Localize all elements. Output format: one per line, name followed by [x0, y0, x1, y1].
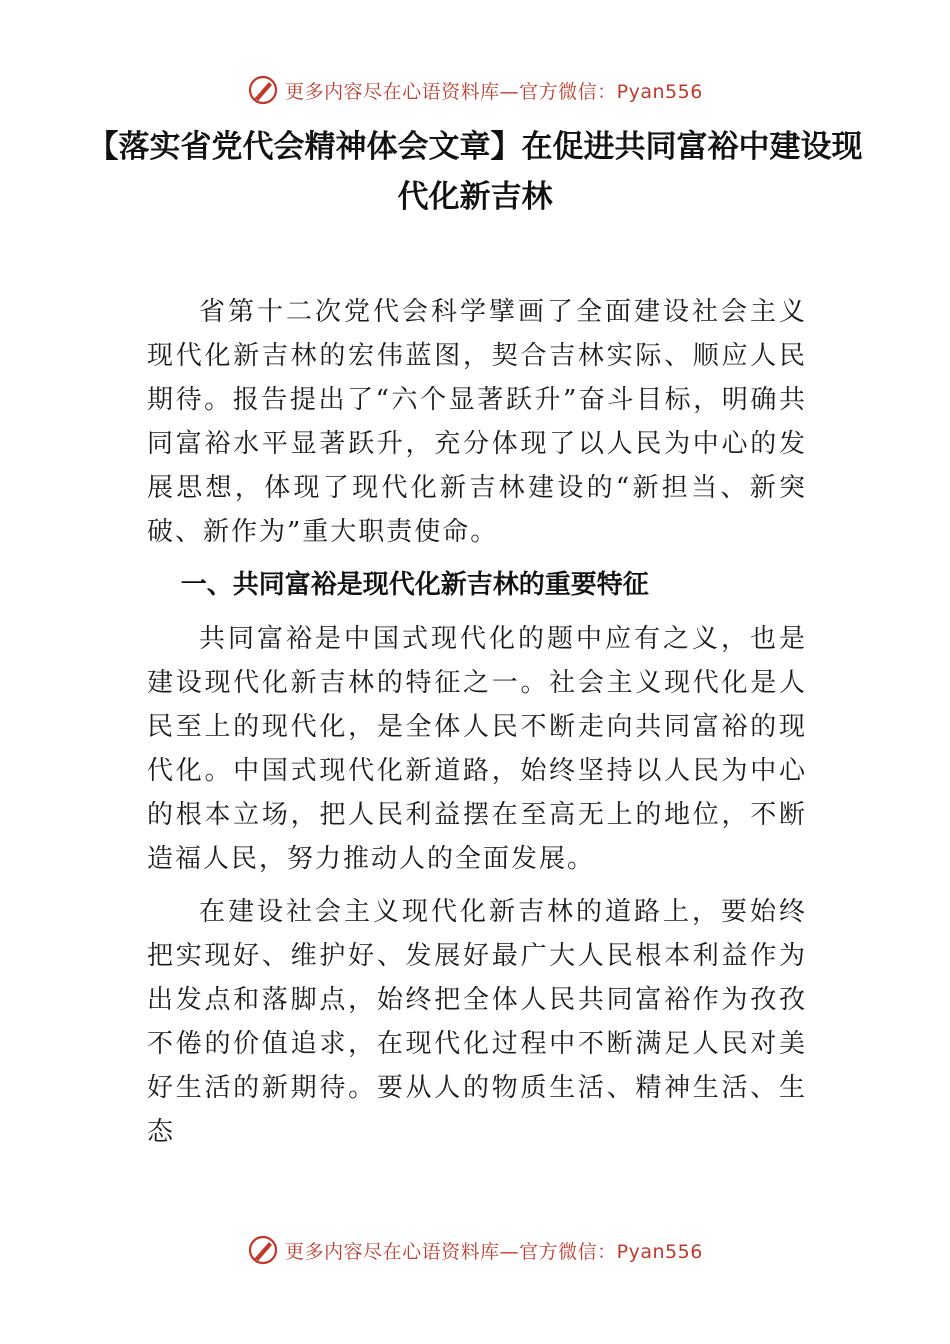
intro-paragraph: 省第十二次党代会科学擘画了全面建设社会主义现代化新吉林的宏伟蓝图，契合吉林实际、顺应人民期待。报告提出了“六个显著跃升”奋斗目标，明确共同富裕水平显著跃升，充分体现了以人民为中心的发展思想，体现了现代化新吉林建设的“新担当、新突破、新作为”重大职责使命。: [147, 297, 807, 547]
document-title: 【落实省党代会精神体会文章】在促进共同富裕中建设现代化新吉林: [87, 129, 863, 215]
header-watermark: [0, 72, 950, 108]
watermark-text: 更多内容尽在心语资料库—官方微信：Pyan556: [285, 1240, 703, 1263]
section-heading: 一、共同富裕是现代化新吉林的重要特征: [180, 570, 649, 600]
footer-watermark: [0, 1232, 950, 1268]
pen-logo-icon: [247, 1234, 279, 1266]
document-body: [147, 290, 807, 1163]
section-paragraph: 在建设社会主义现代化新吉林的道路上，要始终把实现好、维护好、发展好最广大人民根本利益作为出发点和落脚点，始终把全体人民共同富裕作为孜孜不倦的价值追求，在现代化过程中不断满足人民对美好生活的新期待。要从人的物质生活、精神生活、生态: [147, 897, 807, 1147]
watermark-text: 更多内容尽在心语资料库—官方微信：Pyan556: [285, 80, 703, 103]
section-paragraph: 共同富裕是中国式现代化的题中应有之义，也是建设现代化新吉林的特征之一。社会主义现代化是人民至上的现代化，是全体人民不断走向共同富裕的现代化。中国式现代化新道路，始终坚持以人民为中心的根本立场，把人民利益摆在至高无上的地位，不断造福人民，努力推动人的全面发展。: [147, 624, 807, 874]
pen-logo-icon: [247, 74, 279, 106]
